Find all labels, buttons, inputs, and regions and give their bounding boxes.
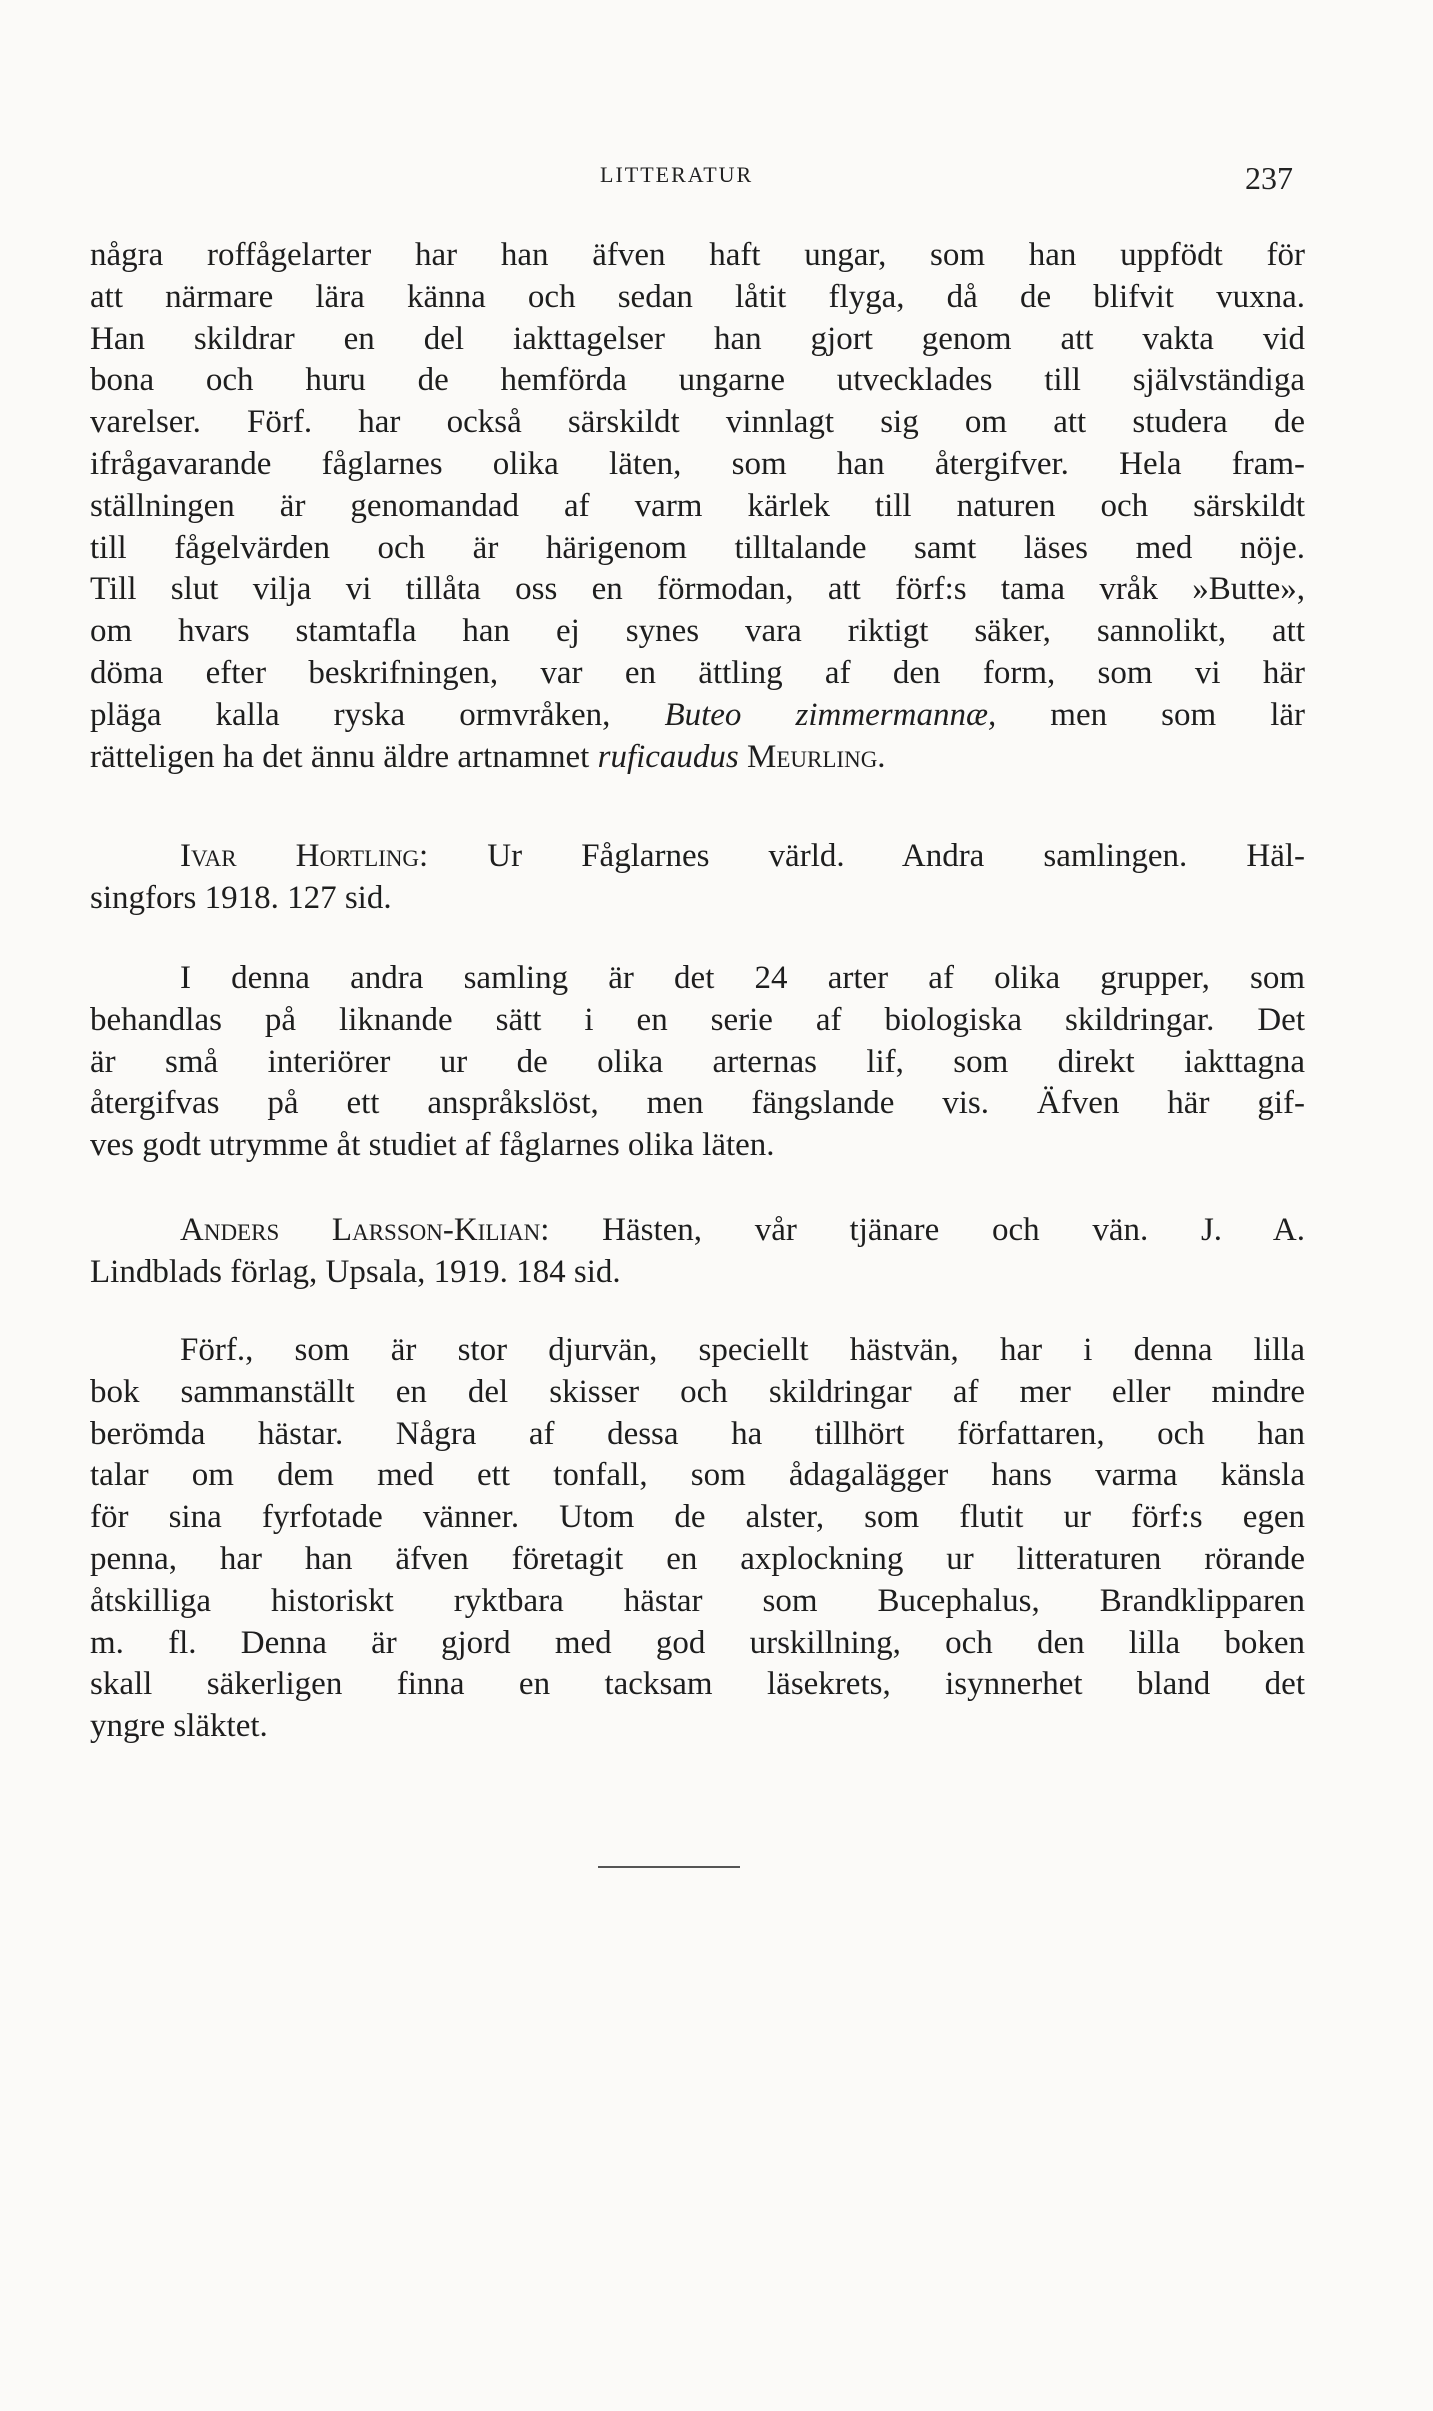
- book-title: Ur Fåglarnes värld. Andra samlingen. Häl-: [487, 838, 1305, 874]
- text-line: Förf., som är stor djurvän, speciellt hästvän, har i denna lilla: [180, 1332, 1305, 1368]
- text-line: ifrågavarande fåglarnes olika läten, som han återgifver. Hela fram-: [90, 445, 1305, 482]
- text-line: penna, har han äfven företagit en axplockning ur litteraturen rörande: [90, 1540, 1305, 1577]
- text-line: [90, 737, 1305, 779]
- text-line: till fågelvärden och är härigenom tilltalande samt läses med nöje.: [90, 529, 1305, 566]
- text-line: ves godt utrymme åt studiet af fåglarnes olika läten.: [90, 1127, 775, 1164]
- text-line: återgifvas på ett anspråkslöst, men fängslande vis. Äfven här gif-: [90, 1085, 1305, 1122]
- running-title: LITTERATUR: [600, 162, 754, 187]
- text-line: skall säkerligen finna en tacksam läsekrets, isynnerhet bland det: [90, 1666, 1305, 1703]
- text-line: I denna andra samling är det 24 arter af olika grupper, som: [180, 960, 1305, 996]
- review-citation-hortling: [90, 836, 1305, 920]
- text-fragment: rätteligen ha det ännu äldre artnamnet: [90, 738, 590, 775]
- text-line: varelser. Förf. har också särskildt vinnlagt sig om att studera de: [90, 404, 1305, 441]
- review-continuation-paragraph: [90, 235, 1305, 778]
- text-line: att närmare lära känna och sedan låtit flyga, då de blifvit vuxna.: [90, 278, 1305, 315]
- citation-line: Lindblads förlag, Upsala, 1919. 184 sid.: [90, 1253, 621, 1290]
- text-fragment: pläga kalla ryska ormvråken,: [90, 696, 611, 733]
- text-line: för sina fyrfotade vänner. Utom de alster, som flutit ur förf:s egen: [90, 1499, 1305, 1536]
- citation-line: singfors 1918. 127 sid.: [90, 879, 392, 916]
- text-line: m. fl. Denna är gjord med god urskillning, och den lilla boken: [90, 1624, 1305, 1661]
- text-line: talar om dem med ett tonfall, som ådagalägger hans varma känsla: [90, 1457, 1305, 1494]
- subspecies-name: ruficaudus: [597, 738, 739, 775]
- text-line: bok sammanställt en del skisser och skildringar af mer eller mindre: [90, 1373, 1305, 1410]
- text-line: [90, 695, 1305, 737]
- text-line: Han skildrar en del iakttagelser han gjort genom att vakta vid: [90, 320, 1305, 357]
- citation-line: [90, 1210, 1305, 1252]
- text-line: Till slut vilja vi tillåta oss en förmodan, att förf:s tama vråk »Butte»,: [90, 571, 1305, 608]
- review-paragraph-larsson-kilian: [90, 1330, 1305, 1748]
- species-name: Buteo zimmermannæ,: [664, 696, 997, 733]
- reviewer-signature: Meurling.: [747, 738, 886, 775]
- review-paragraph-hortling: [90, 958, 1305, 1167]
- review-citation-larsson-kilian: [90, 1210, 1305, 1294]
- citation-line: [90, 836, 1305, 878]
- text-line: om hvars stamtafla han ej synes vara riktigt säker, sannolikt, att: [90, 613, 1305, 650]
- text-fragment: men som lär: [1050, 696, 1306, 733]
- text-line: åtskilliga historiskt ryktbara hästar som Bucephalus, Brandklipparen: [90, 1582, 1305, 1619]
- page-number: 237: [1245, 160, 1293, 196]
- text-line: ställningen är genomandad af varm kärlek till naturen och särskildt: [90, 487, 1305, 524]
- text-line: behandlas på liknande sätt i en serie af biologiska skildringar. Det: [90, 1001, 1305, 1038]
- book-author: Ivar Hortling:: [180, 838, 429, 874]
- book-title: Hästen, vår tjänare och vän. J. A.: [602, 1212, 1305, 1248]
- text-line: döma efter beskrifningen, var en ättling af den form, som vi här: [90, 654, 1305, 691]
- text-line: berömda hästar. Några af dessa ha tillhört författaren, och han: [90, 1415, 1305, 1452]
- section-separator-rule: [598, 1866, 740, 1868]
- text-line: är små interiörer ur de olika arternas lif, som direkt iakttagna: [90, 1043, 1305, 1080]
- book-author: Anders Larsson-Kilian:: [180, 1212, 550, 1248]
- text-line: bona och huru de hemförda ungarne utvecklades till självständiga: [90, 362, 1305, 399]
- running-header: [0, 160, 1433, 200]
- text-line: yngre släktet.: [90, 1708, 268, 1745]
- text-line: några roffågelarter har han äfven haft ungar, som han uppfödt för: [90, 237, 1305, 273]
